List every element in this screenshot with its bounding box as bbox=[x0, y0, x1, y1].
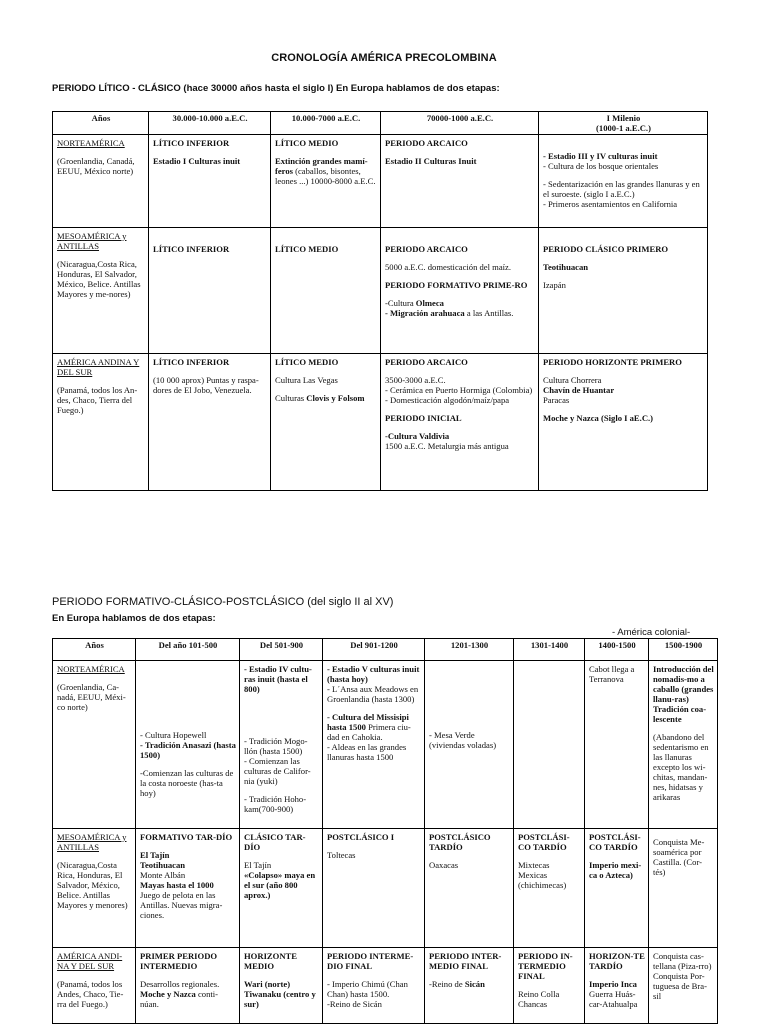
table-cell: - Mesa Verde (viviendas voladas) bbox=[425, 661, 514, 829]
table-header-row bbox=[53, 639, 718, 661]
table-cell: PERIODO INTERME-DIO FINAL - Imperio Chimú (Chan Chan) hasta 1500. -Reino de Sicán bbox=[323, 948, 425, 1024]
table-cell: Conquista cas-tellana (Piza-rro) Conquista Por-tuguesa de Bra-sil bbox=[649, 948, 718, 1024]
table-row bbox=[53, 135, 708, 228]
table-cell: LÍTICO MEDIO bbox=[271, 228, 381, 354]
colonial-note: - América colonial- bbox=[612, 627, 691, 638]
table-cell: HORIZONTE MEDIO Wari (norte) Tiwanaku (centro y sur) bbox=[240, 948, 323, 1024]
header-period-1: 30.000-10.000 a.E.C. bbox=[149, 112, 271, 135]
table-cell: Introducción del nomadis-mo a caballo (grandes llanu-ras) Tradición coa-lescente (Abandono del sedentarismo en las llanuras excepto los wi-chitas, mandan-nes, hidatsas y arikaras bbox=[649, 661, 718, 829]
region-name: MESOAMÉRICA y ANTILLAS bbox=[57, 832, 127, 852]
table-row bbox=[53, 228, 708, 354]
header-period-4: 1201-1300 bbox=[425, 639, 514, 661]
table-row bbox=[53, 354, 708, 491]
table-cell: PERIODO ARCAICO 3500-3000 a.E.C. - Cerámica en Puerto Hormiga (Colombia) - Domesticación algodón/maíz/papa PERIODO INICIAL -Cultura Valdivia 1500 a.E.C. Metalurgia más antigua bbox=[381, 354, 539, 491]
region-cell bbox=[53, 661, 136, 829]
region-note: (Nicaragua,Costa Rica, Honduras, El Salvador, México, Belice. Antillas Mayores y me-nores) bbox=[57, 259, 141, 299]
section2-heading: PERIODO FORMATIVO-CLÁSICO-POSTCLÁSICO (del siglo II al XV) bbox=[52, 596, 394, 608]
header-period-7: 1500-1900 bbox=[649, 639, 718, 661]
header-period-6: 1400-1500 bbox=[585, 639, 649, 661]
region-name: AMÉRICA ANDINA Y DEL SUR bbox=[57, 357, 140, 377]
table-cell bbox=[514, 661, 585, 829]
table-cell: PERIODO IN-TERMEDIO FINAL Reino Colla Chancas bbox=[514, 948, 585, 1024]
formative-postclassic-table bbox=[52, 638, 718, 1024]
region-name: NORTEAMÉRICA bbox=[57, 664, 125, 674]
region-name: AMÉRICA ANDI-NA Y DEL SUR bbox=[57, 951, 123, 971]
header-years: Años bbox=[53, 639, 136, 661]
table-cell: LÍTICO MEDIO Cultura Las Vegas Culturas Clovis y Folsom bbox=[271, 354, 381, 491]
region-name: NORTEAMÉRICA bbox=[57, 138, 125, 148]
region-note: (Panamá, todos los Andes, Chaco, Tie-rra del Fuego.) bbox=[57, 979, 124, 1009]
table-row bbox=[53, 948, 718, 1024]
table-cell: POSTCLÁSI-CO TARDÍO Imperio mexi-ca o Azteca) bbox=[585, 829, 649, 948]
table-cell: PERIODO ARCAICO 5000 a.E.C. domesticación del maíz. PERIODO FORMATIVO PRIME-RO -Cultura Olmeca - Migración arahuaca a las Antillas. bbox=[381, 228, 539, 354]
table-cell: PERIODO INTER-MEDIO FINAL -Reino de Sicán bbox=[425, 948, 514, 1024]
region-name: MESOAMÉRICA y ANTILLAS bbox=[57, 231, 127, 251]
table-cell: POSTCLÁSICO I Toltecas bbox=[323, 829, 425, 948]
table-cell: LÍTICO INFERIOR bbox=[149, 228, 271, 354]
table-row bbox=[53, 829, 718, 948]
header-period-3: 70000-1000 a.E.C. bbox=[381, 112, 539, 135]
region-cell bbox=[53, 354, 149, 491]
table-cell: LÍTICO MEDIO Extinción grandes mamí-feros (caballos, bisontes, leones ...) 10000-8000 a.E.C. bbox=[271, 135, 381, 228]
table-header-row bbox=[53, 112, 708, 135]
table-cell: LÍTICO INFERIOR Estadio I Culturas inuit bbox=[149, 135, 271, 228]
region-note: (Panamá, todos los An-des, Chaco, Tierra del Fuego.) bbox=[57, 385, 138, 415]
header-period-5: 1301-1400 bbox=[514, 639, 585, 661]
region-cell bbox=[53, 228, 149, 354]
table-cell: - Estadio III y IV culturas inuit - Cultura de los bosque orientales - Sedentarización en las grandes llanuras y en el suroeste. (siglo I a.E.C.) - Primeros asentamientos en California bbox=[539, 135, 708, 228]
table-cell: - Estadio V culturas inuit (hasta hoy) - L´Ansa aux Meadows en Groenlandia (hasta 1300) - Cultura del Missisipi hasta 1500 Primera ciu-dad en Cahokia. - Aldeas en las grandes llanuras hasta 1500 bbox=[323, 661, 425, 829]
table-row bbox=[53, 661, 718, 829]
table-cell: Cabot llega a Terranova bbox=[585, 661, 649, 829]
region-note: (Groenlandia, Ca-nadá, EEUU, Méxi-co norte) bbox=[57, 682, 126, 712]
region-cell bbox=[53, 829, 136, 948]
region-note: (Groenlandia, Canadá, EEUU, México norte) bbox=[57, 156, 135, 176]
table-cell: POSTCLÁSICO TARDÍO Oaxacas bbox=[425, 829, 514, 948]
section2-subheading: En Europa hablamos de dos etapas: bbox=[52, 613, 216, 624]
table-cell: - Cultura Hopewell - Tradición Anasazi (hasta 1500) -Comienzan las culturas de la costa noroeste (has-ta hoy) bbox=[136, 661, 240, 829]
table-cell: PERIODO CLÁSICO PRIMERO Teotihuacan Izapán bbox=[539, 228, 708, 354]
table-cell: PERIODO ARCAICO Estadio II Culturas Inuit bbox=[381, 135, 539, 228]
table-cell: HORIZON-TE TARDÍO Imperio Inca Guerra Huás-car-Atahualpa bbox=[585, 948, 649, 1024]
table-cell: PRIMER PERIODO INTERMEDIO Desarrollos regionales. Moche y Nazca conti-núan. bbox=[136, 948, 240, 1024]
table-cell: PERIODO HORIZONTE PRIMERO Cultura Chorrera Chavín de Huantar Paracas Moche y Nazca (Siglo I aE.C.) bbox=[539, 354, 708, 491]
table-cell: LÍTICO INFERIOR (10 000 aprox) Puntas y raspa-dores de El Jobo, Venezuela. bbox=[149, 354, 271, 491]
page-title: CRONOLOGÍA AMÉRICA PRECOLOMBINA bbox=[271, 52, 497, 64]
header-period-3: Del 901-1200 bbox=[323, 639, 425, 661]
table-cell: - Estadio IV cultu-ras inuit (hasta el 800) - Tradición Mogo-llón (hasta 1500) - Comienzan las culturas de Califor-nia (yuki) - Tradición Hoho-kam(700-900) bbox=[240, 661, 323, 829]
region-cell bbox=[53, 948, 136, 1024]
table-cell: CLÁSICO TAR-DÍO El Tajín «Colapso» maya en el sur (año 800 aprox.) bbox=[240, 829, 323, 948]
table-cell: POSTCLÁSI-CO TARDÍO Mixtecas Mexicas (chichimecas) bbox=[514, 829, 585, 948]
header-period-2: Del 501-900 bbox=[240, 639, 323, 661]
header-period-2: 10.000-7000 a.E.C. bbox=[271, 112, 381, 135]
table-cell: FORMATIVO TAR-DÍO El Tajín Teotihuacan Monte Albán Mayas hasta el 1000 Juego de pelota en las Antillas. Nuevas migra-ciones. bbox=[136, 829, 240, 948]
lithic-classic-table bbox=[52, 111, 708, 491]
header-period-1: Del año 101-500 bbox=[136, 639, 240, 661]
region-cell bbox=[53, 135, 149, 228]
header-years: Años bbox=[53, 112, 149, 135]
region-note: (Nicaragua,Costa Rica, Honduras, El Salvador, México, Belice. Antillas Mayores y menores) bbox=[57, 860, 128, 910]
section1-heading: PERIODO LÍTICO - CLÁSICO (hace 30000 años hasta el siglo I) En Europa hablamos de dos etapas: bbox=[52, 83, 500, 94]
table-cell: Conquista Me-soamérica por Castilla. (Cor-tés) bbox=[649, 829, 718, 948]
header-period-4: I Milenio (1000-1 a.E.C.) bbox=[539, 112, 708, 135]
